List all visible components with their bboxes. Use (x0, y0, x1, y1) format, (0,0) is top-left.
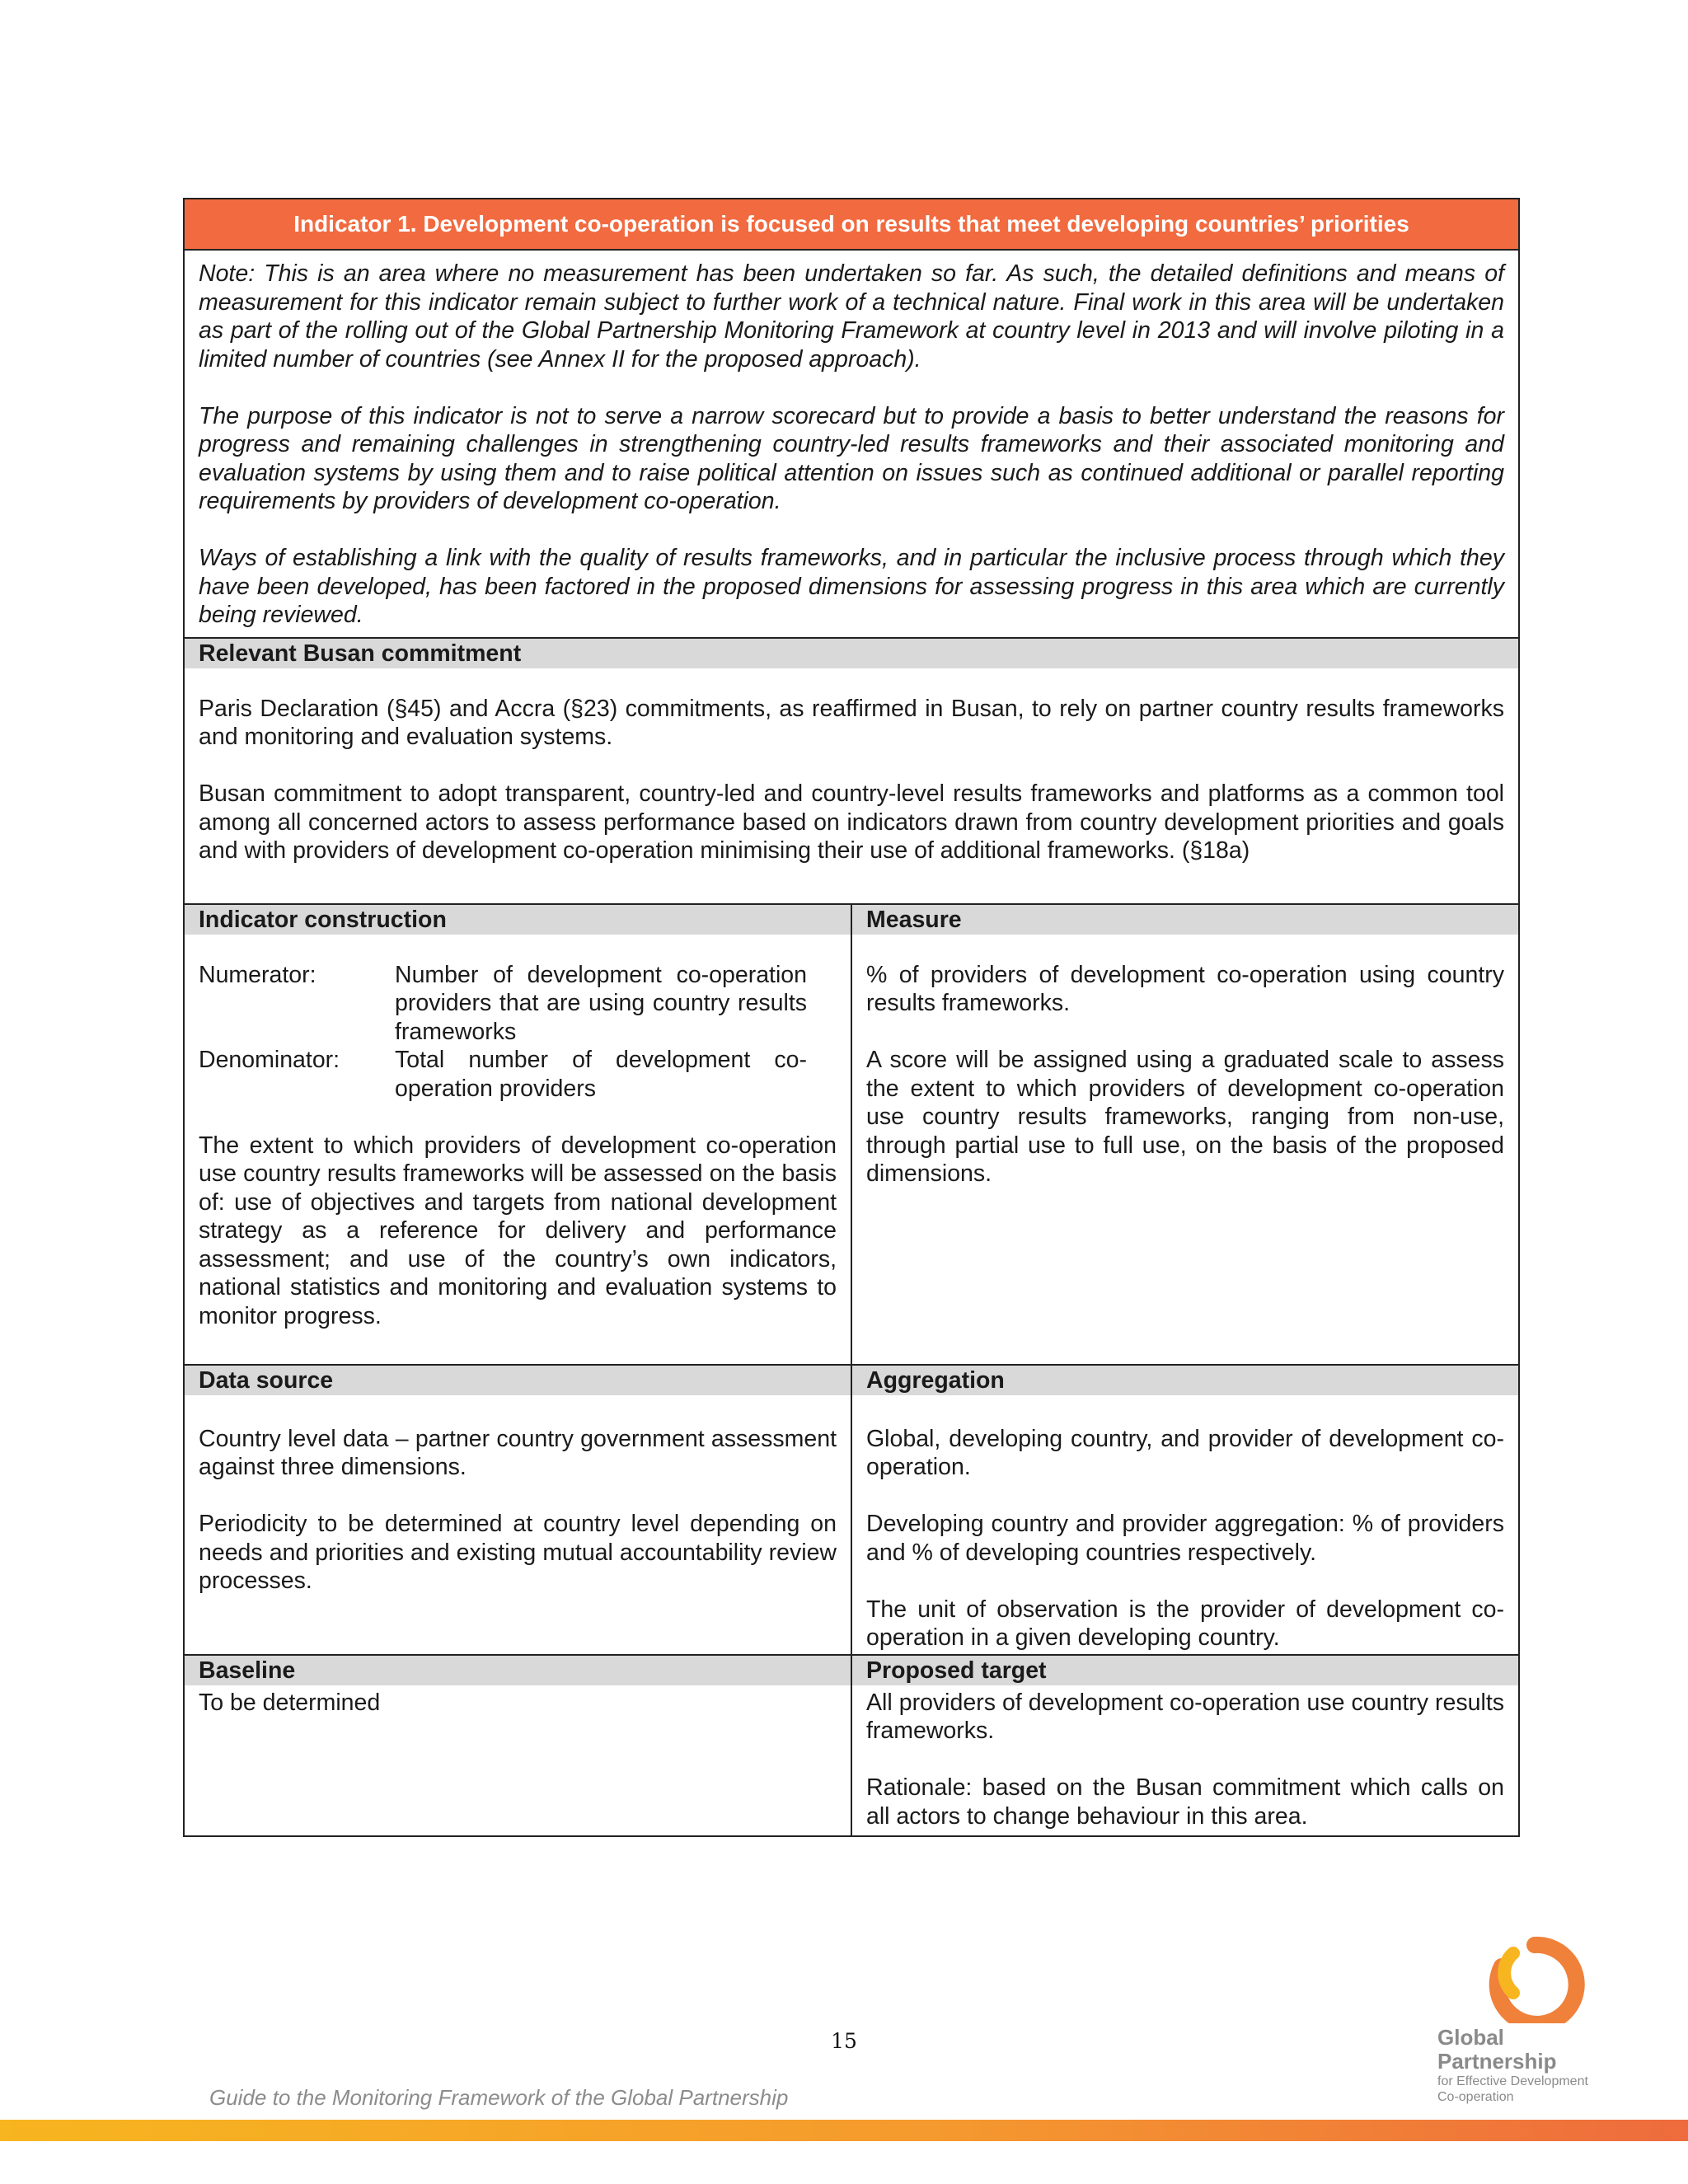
measure-paragraph: % of providers of development co-operation using country results frameworks. (866, 961, 1504, 1016)
logo-line: for Effective Development (1437, 2074, 1588, 2088)
target-paragraph: Rationale: based on the Busan commitment which calls on all actors to change behaviour in this area. (866, 1774, 1504, 1830)
target-paragraph: All providers of development co-operation use country results frameworks. (866, 1689, 1504, 1744)
baseline-cell (185, 1656, 852, 1835)
indicator-title: Indicator 1. Development co-operation is focused on results that meet developing countries’ priorities (185, 199, 1518, 251)
logo-mark-icon (1437, 1929, 1627, 2023)
source-aggregation-row (185, 1364, 1518, 1654)
construction-measure-row (185, 903, 1518, 1364)
aggregation-paragraph: Developing country and provider aggregation: % of providers and % of developing countries respectively. (866, 1511, 1504, 1566)
data-source-paragraph: Periodicity to be determined at country level depending on needs and priorities and existing mutual accountability review processes. (199, 1511, 837, 1594)
busan-heading: Relevant Busan commitment (185, 639, 1518, 668)
busan-paragraph: Busan commitment to adopt transparent, country-led and country-level results frameworks and platforms as a common tool among all concerned actors to assess performance based on indicators drawn from country development priorities and goals and with providers of development co-operation minimising their use of additional frameworks. (§18a) (199, 780, 1504, 864)
ways-paragraph: Ways of establishing a link with the quality of results frameworks, and in particular the inclusive process through which they have been developed, has been factored in the proposed dimensions for assessing progress in this area which are currently being reviewed. (199, 545, 1504, 628)
target-cell (852, 1656, 1518, 1835)
busan-paragraph: Paris Declaration (§45) and Accra (§23) commitments, as reaffirmed in Busan, to rely on partner country results frameworks and monitoring and evaluation systems. (199, 695, 1504, 750)
aggregation-heading: Aggregation (852, 1366, 1518, 1395)
page-number: 15 (831, 2029, 857, 2053)
aggregation-cell (852, 1366, 1518, 1654)
busan-section (185, 637, 1518, 903)
indicator-table (183, 198, 1520, 1837)
denominator-label: Denominator: (199, 1047, 340, 1073)
construction-cell (185, 905, 852, 1364)
note-section (185, 251, 1518, 637)
measure-cell (852, 905, 1518, 1364)
measure-heading: Measure (852, 905, 1518, 935)
measure-paragraph: A score will be assigned using a graduated scale to assess the extent to which providers of development co-operation use country results frameworks, ranging from non-use, through partial use to full use, on the basis of the proposed dimensions. (866, 1047, 1504, 1187)
purpose-paragraph: The purpose of this indicator is not to serve a narrow scorecard but to provide a basis to better understand the reasons for progress and remaining challenges in strengthening country-led results frameworks and their associated monitoring and evaluation systems by using them and to raise political attention on issues such as continued additional or parallel reporting requirements by providers of development co-operation. (199, 402, 1504, 514)
logo-line: Partnership (1437, 2049, 1557, 2074)
baseline-target-row (185, 1654, 1518, 1835)
target-heading: Proposed target (852, 1656, 1518, 1685)
aggregation-paragraph: The unit of observation is the provider of development co-operation in a given developing country. (866, 1596, 1504, 1651)
numerator-denominator (185, 961, 837, 1104)
footer-color-bar (0, 2120, 1688, 2141)
baseline-heading: Baseline (185, 1656, 851, 1685)
global-partnership-logo (1437, 1929, 1627, 2110)
numerator-label: Numerator: (199, 961, 316, 988)
footer-guide-text: Guide to the Monitoring Framework of the Global Partnership (209, 2085, 789, 2110)
data-source-cell (185, 1366, 852, 1654)
logo-line: Global (1437, 2025, 1504, 2050)
logo-line: Co-operation (1437, 2090, 1514, 2104)
aggregation-paragraph: Global, developing country, and provider of development co-operation. (866, 1425, 1504, 1480)
note-paragraph: Note: This is an area where no measurement has been undertaken so far. As such, the detailed definitions and means of measurement for this indicator remain subject to further work of a technical nature. Final work in this area will be undertaken as part of the rolling out of the Global Partnership Monitoring Framework at country level in 2013 and will involve piloting in a limited number of countries (see Annex II for the proposed approach). (199, 260, 1504, 373)
construction-heading: Indicator construction (185, 905, 851, 935)
denominator-text: Total number of development co-operation providers (395, 1047, 807, 1102)
construction-paragraph: The extent to which providers of development co-operation use country results frameworks will be assessed on the basis of: use of objectives and targets from national development strategy as a reference for delivery and performance assessment; and use of the country’s own indicators, national statistics and monitoring and evaluation systems to monitor progress. (199, 1132, 837, 1329)
numerator-text: Number of development co-operation providers that are using country results frameworks (395, 961, 807, 1045)
data-source-paragraph: Country level data – partner country government assessment against three dimensions. (199, 1425, 837, 1480)
baseline-text: To be determined (199, 1689, 381, 1716)
data-source-heading: Data source (185, 1366, 851, 1395)
